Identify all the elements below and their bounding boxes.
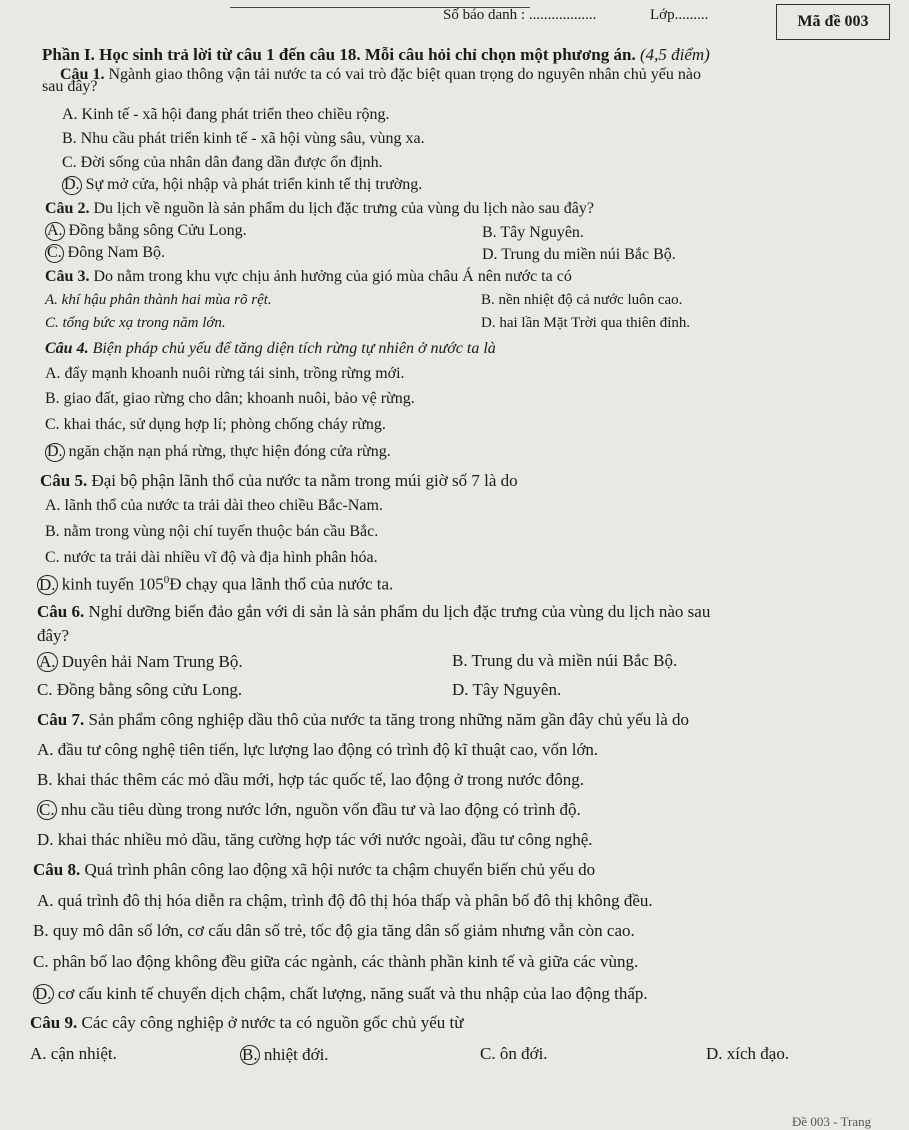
class-field: Lớp......... [650,7,709,23]
q2-option-a-text: Đồng bằng sông Cửu Long. [64,222,247,239]
q4-option-c: C. khai thác, sử dụng hợp lí; phòng chống cháy rừng. [45,416,386,433]
q5-option-c: C. nước ta trải dài nhiều vĩ độ và địa hình phân hóa. [45,549,378,566]
q5-option-d-text: kinh tuyến 105 [57,574,164,594]
q7-selected-mark: C. [39,800,55,819]
q5-option-b: B. nằm trong vùng nội chí tuyến thuộc bán cầu Bắc. [45,523,379,540]
q8-option-c: C. phân bố lao động không đều giữa các ngành, các thành phần kinh tế và giữa các vùng. [33,952,639,971]
q2-selected-mark: A. [47,222,63,239]
q3-text: Do nằm trong khu vực chịu ảnh hưởng của gió mùa châu Á nên nước ta có [89,268,572,285]
q6-option-a [37,652,243,672]
q9-option-b [240,1045,329,1065]
q1-text: Ngành giao thông vận tải nước ta có vai trò đặc biệt quan trọng do nguyên nhân chủ yếu nào [104,66,701,83]
q1-stem [60,66,701,84]
q3-stem [45,268,572,286]
q2-option-b: B. Tây Nguyên. [482,224,584,241]
q6-option-c: C. Đồng bằng sông cửu Long. [37,680,243,699]
q3-label: Câu 3. [45,268,90,285]
q7-label: Câu 7. [37,710,85,729]
q4-option-d-text: ngăn chặn nạn phá rừng, thực hiện đóng cửa rừng. [64,443,391,460]
q8-selected-mark: D. [35,984,52,1003]
q7-option-d: D. khai thác nhiều mỏ dầu, tăng cường hợp tác với nước ngoài, đầu tư công nghệ. [37,830,593,849]
q7-option-c-text: nhu cầu tiêu dùng trong nước lớn, nguồn vốn đầu tư và lao động có trình độ. [56,800,581,819]
q7-stem [37,711,689,730]
q2-c-mark: C. [47,244,62,261]
q4-selected-mark: D. [47,443,63,460]
q5-label: Câu 5. [40,471,88,490]
q3-option-a: A. khí hậu phân thành hai mùa rõ rệt. [45,292,272,308]
q8-label: Câu 8. [33,860,81,879]
q6-option-a-text: Duyên hải Nam Trung Bộ. [57,652,243,671]
q9-option-a: A. cận nhiệt. [30,1044,117,1063]
q2-option-d: D. Trung du miền núi Bắc Bộ. [482,246,676,263]
q1-stem-cont: sau đây? [42,78,98,95]
q3-option-c: C. tổng bức xạ trong năm lớn. [45,315,226,331]
q5-text: Đại bộ phận lãnh thổ của nước ta nằm trong múi giờ số 7 là do [87,471,518,490]
q5-stem [40,472,518,491]
q9-option-b-text: nhiệt đới. [259,1045,329,1064]
part1-instruction: Học sinh trả lời từ câu 1 đến câu 18. Mỗi câu hỏi chỉ chọn một phương án. [94,45,636,64]
q8-option-d [33,984,648,1004]
q6-stem [37,603,710,622]
q5-option-a: A. lãnh thổ của nước ta trải dài theo chiều Bắc-Nam. [45,497,383,514]
q2-option-c [45,244,165,263]
q5-degree-sup: 0 [163,574,170,586]
q8-stem [33,861,595,880]
q2-stem [45,200,594,218]
q1-selected-mark: D. [64,176,80,193]
q2-option-c-text: Đông Nam Bộ. [63,244,165,261]
q1-option-d-text: Sự mở cửa, hội nhập và phát triển kinh tế thị trường. [81,176,423,193]
q8-option-b: B. quy mô dân số lớn, cơ cấu dân số trẻ, tốc độ gia tăng dân số giảm nhưng vẫn còn cao. [33,921,635,940]
q6-option-d: D. Tây Nguyên. [452,680,562,699]
q9-stem [30,1014,463,1033]
part1-points: (4,5 điểm) [635,45,710,64]
q9-option-c: C. ôn đới. [480,1044,548,1063]
q2-label: Câu 2. [45,200,90,217]
q9-option-d: D. xích đạo. [706,1044,790,1063]
q7-text: Sản phẩm công nghiệp dầu thô của nước ta tăng trong những năm gần đây chủ yếu là do [84,710,690,729]
q4-option-b: B. giao đất, giao rừng cho dân; khoanh nuôi, bảo vệ rừng. [45,390,415,407]
q5-option-d-text2: Đ chạy qua lãnh thổ của nước ta. [169,574,394,594]
q6-stem-cont: đây? [37,626,70,645]
q1-option-a: A. Kinh tế - xã hội đang phát triển theo chiều rộng. [62,106,390,123]
q6-label: Câu 6. [37,602,85,621]
q2-option-a [45,222,247,241]
q5-selected-mark: D. [39,574,56,594]
q5-option-d [37,574,393,595]
q9-text: Các cây công nghiệp ở nước ta có nguồn gốc chủ yếu từ [77,1013,464,1032]
q1-option-b: B. Nhu cầu phát triển kinh tế - xã hội vùng sâu, vùng xa. [62,130,425,147]
q6-selected-mark: A. [39,652,56,671]
q9-selected-mark: B. [242,1045,258,1064]
q4-label: Câu 4. [45,340,89,357]
exam-code-box: Mã đề 003 [776,4,890,40]
q4-option-a: A. đẩy mạnh khoanh nuôi rừng tái sinh, trồng rừng mới. [45,365,405,382]
q1-label: Câu 1. [60,66,105,83]
q8-option-a: A. quá trình đô thị hóa diễn ra chậm, trình độ đô thị hóa thấp và phân bố đô thị không đều. [37,891,653,910]
page-footer: Đề 003 - Trang [792,1114,872,1129]
q7-option-a: A. đầu tư công nghệ tiên tiến, lực lượng lao động có trình độ kĩ thuật cao, vốn lớn. [37,740,599,759]
q1-option-d [62,176,422,195]
q6-text: Nghỉ dưỡng biển đảo gắn với di sản là sản phẩm du lịch đặc trưng của vùng du lịch nào sau [84,602,711,621]
q9-label: Câu 9. [30,1013,78,1032]
q1-option-c: C. Đời sống của nhân dân đang dần được ổn định. [62,154,383,171]
q8-text: Quá trình phân công lao động xã hội nước ta chậm chuyển biến chủ yếu do [80,860,596,879]
student-number-field: Số báo danh : .................. [443,7,597,23]
q4-stem [45,340,496,358]
q3-option-b: B. nền nhiệt độ cả nước luôn cao. [481,292,683,308]
q7-option-c [37,800,581,820]
q7-option-b: B. khai thác thêm các mỏ dầu mới, hợp tác quốc tế, lao động ở trong nước đông. [37,770,585,789]
part1-title: Phần I. [42,45,95,64]
part1-heading [42,46,710,65]
q6-option-b: B. Trung du và miền núi Bắc Bộ. [452,651,678,670]
q8-option-d-text: cơ cấu kinh tế chuyển dịch chậm, chất lượng, năng suất và thu nhập của lao động thấp. [53,984,648,1003]
q4-text: Biện pháp chủ yếu để tăng diện tích rừng tự nhiên ở nước ta là [88,340,496,357]
q4-option-d [45,443,391,462]
q3-option-d: D. hai lần Mặt Trời qua thiên đỉnh. [481,315,691,331]
q2-text: Du lịch về nguồn là sản phẩm du lịch đặc trưng của vùng du lịch nào sau đây? [89,200,594,217]
